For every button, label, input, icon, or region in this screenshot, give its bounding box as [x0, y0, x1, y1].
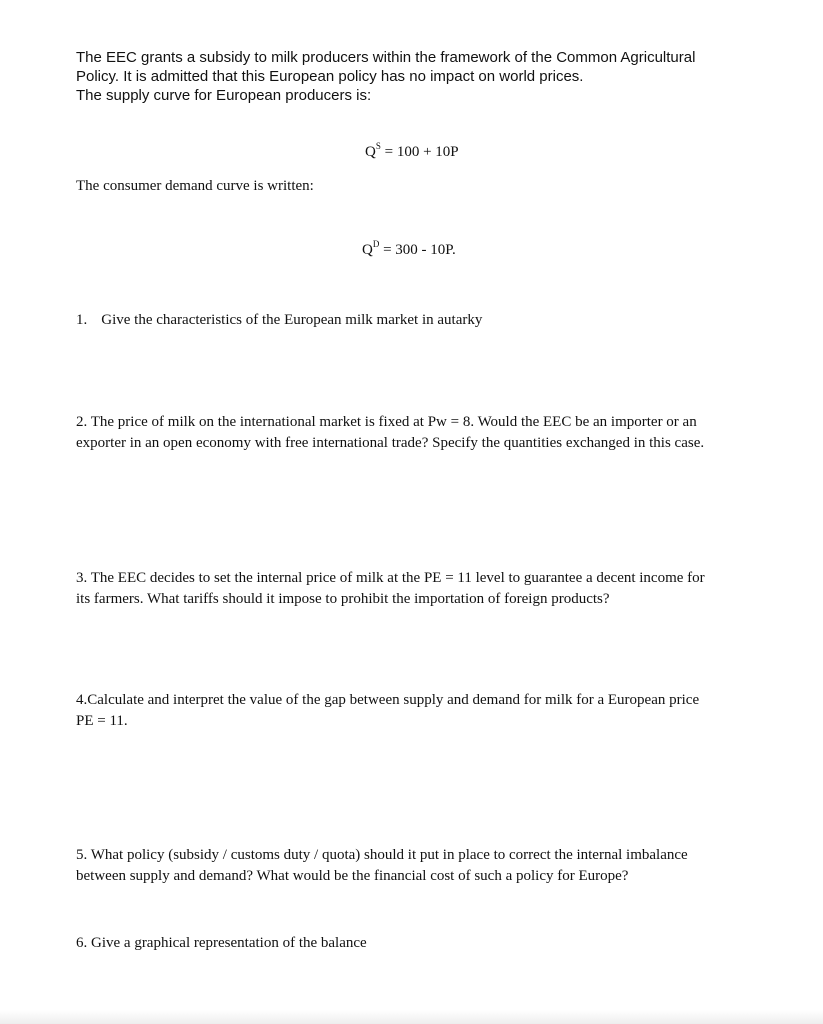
- question-6: 6. Give a graphical representation of the balance: [76, 935, 367, 951]
- question-1-text: Give the characteristics of the European milk market in autarky: [101, 312, 483, 328]
- question-2-line-2: exporter in an open economy with free international trade? Specify the quantities exchanged in this case.: [76, 435, 705, 451]
- intro-line-3: The supply curve for European producers is:: [76, 87, 372, 104]
- demand-intro: The consumer demand curve is written:: [76, 178, 314, 194]
- supply-formula-superscript: S: [375, 141, 381, 151]
- demand-formula-superscript: D: [372, 239, 380, 249]
- question-4-line-1: 4.Calculate and interpret the value of the gap between supply and demand for milk for a European price: [76, 692, 700, 708]
- question-1-number: 1.: [76, 312, 88, 328]
- page-bottom-edge: [0, 1010, 823, 1024]
- question-4-line-2: PE = 11.: [76, 713, 128, 729]
- intro-line-2: Policy. It is admitted that this European policy has no impact on world prices.: [76, 68, 584, 85]
- intro-line-1: The EEC grants a subsidy to milk producers within the framework of the Common Agricultural: [76, 49, 696, 66]
- question-3-line-2: its farmers. What tariffs should it impose to prohibit the importation of foreign products?: [76, 591, 610, 607]
- question-5-line-1: 5. What policy (subsidy / customs duty / quota) should it put in place to correct the internal imbalance: [76, 847, 688, 863]
- question-5: [76, 845, 756, 887]
- question-2: [76, 412, 756, 454]
- demand-formula-rhs: = 300 - 10P.: [379, 242, 456, 258]
- supply-formula-base: Q: [365, 144, 376, 160]
- question-4: [76, 690, 756, 732]
- supply-formula: [365, 142, 459, 161]
- supply-formula-rhs: = 100 + 10P: [380, 144, 459, 160]
- demand-formula: [362, 240, 456, 259]
- question-2-line-1: 2. The price of milk on the international market is fixed at Pw = 8. Would the EEC be an importer or an: [76, 414, 697, 430]
- question-1: [76, 310, 746, 331]
- question-3: [76, 568, 756, 610]
- question-5-line-2: between supply and demand? What would be the financial cost of such a policy for Europe?: [76, 868, 629, 884]
- intro-paragraph: [76, 48, 746, 105]
- question-3-line-1: 3. The EEC decides to set the internal price of milk at the PE = 11 level to guarantee a decent income for: [76, 570, 705, 586]
- demand-formula-base: Q: [362, 242, 373, 258]
